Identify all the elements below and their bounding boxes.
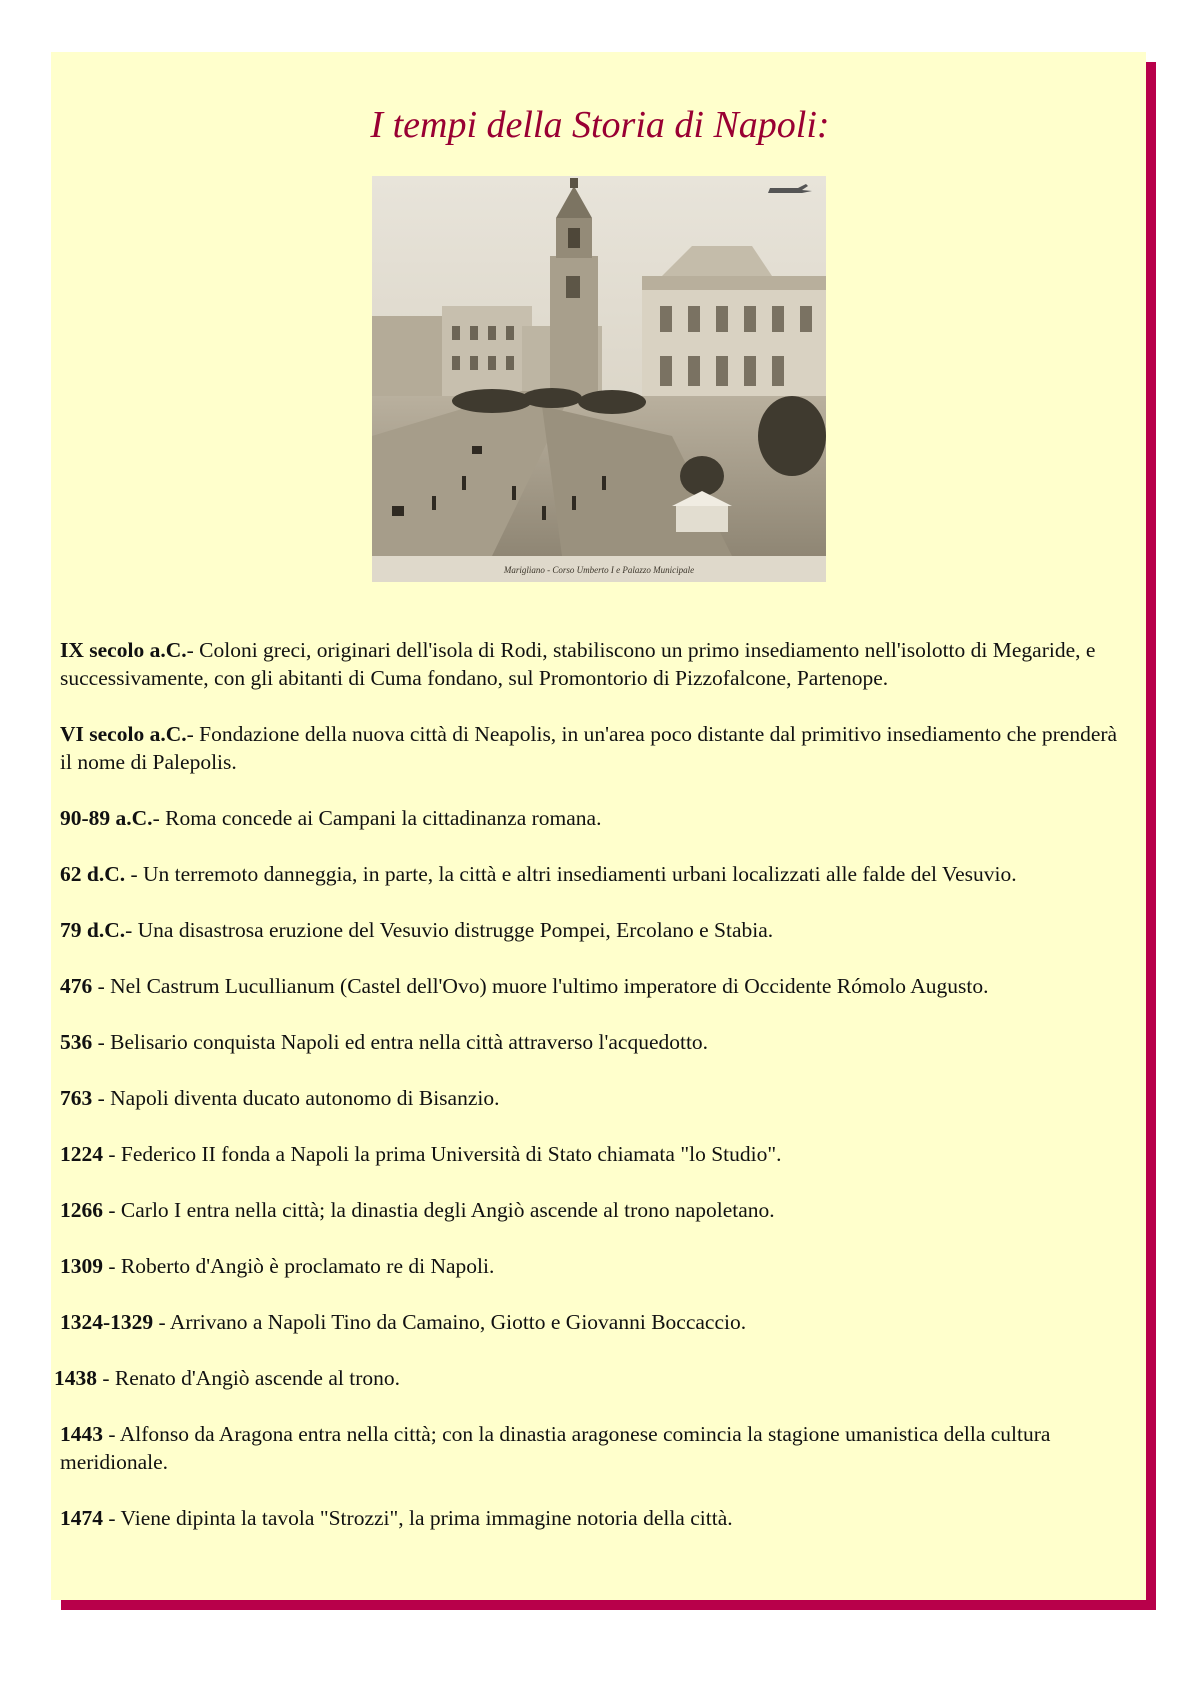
entry-text: - Nel Castrum Lucullianum (Castel dell'Ovo) muore l'ultimo imperatore di Occidente Rómolo Augusto. [92,974,989,998]
entry-date: 1309 [60,1254,103,1278]
entry-text: - Arrivano a Napoli Tino da Camaino, Giotto e Giovanni Boccaccio. [153,1310,747,1334]
timeline-list [54,636,1134,1560]
timeline-entry [54,1196,1134,1224]
entry-date: 1324-1329 [60,1310,154,1334]
entry-date: VI secolo a.C. [60,722,187,746]
timeline-entry [54,1364,1134,1392]
entry-text: - Renato d'Angiò ascende al trono. [97,1366,400,1390]
entry-text: - Roberto d'Angiò è proclamato re di Napoli. [103,1254,495,1278]
timeline-entry [54,720,1134,776]
entry-date: 536 [60,1030,93,1054]
entry-text: - Una disastrosa eruzione del Vesuvio distrugge Pompei, Ercolano e Stabia. [125,918,774,942]
entry-date: 79 d.C. [60,918,126,942]
entry-date: 1443 [60,1422,103,1446]
entry-text: - Federico II fonda a Napoli la prima Università di Stato chiamata "lo Studio". [103,1142,782,1166]
timeline-entry [54,636,1134,692]
entry-text: - Fondazione della nuova città di Neapolis, in un'area poco distante dal primitivo insediamento che prenderà il nome di Palepolis. [60,722,1118,774]
entry-date: IX secolo a.C. [60,638,187,662]
timeline-entry [54,972,1134,1000]
timeline-entry [54,1420,1134,1476]
entry-text: - Un terremoto danneggia, in parte, la città e altri insediamenti urbani localizzati alle falde del Vesuvio. [125,862,1017,886]
historic-photo [372,176,826,582]
timeline-entry [54,804,1134,832]
photo-caption: Marigliano - Corso Umberto I e Palazzo Municipale [503,565,695,575]
timeline-entry [54,860,1134,888]
page-title: I tempi della Storia di Napoli: [370,104,830,146]
entry-date: 1474 [60,1506,103,1530]
timeline-entry [54,1308,1134,1336]
entry-date: 476 [60,974,93,998]
entry-text: - Napoli diventa ducato autonomo di Bisanzio. [92,1086,500,1110]
entry-date: 1266 [60,1198,103,1222]
timeline-entry [54,1028,1134,1056]
timeline-entry [54,916,1134,944]
entry-date: 1438 [54,1366,97,1390]
entry-text: - Coloni greci, originari dell'isola di Rodi, stabiliscono un primo insediamento nell'isolotto di Megaride, e successivamente, con gli abitanti di Cuma fondano, sul Promontorio di Pizzofalcone, Partenope. [60,638,1096,690]
entry-date: 62 d.C. [60,862,126,886]
entry-text: - Alfonso da Aragona entra nella città; con la dinastia aragonese comincia la stagione umanistica della cultura meridionale. [60,1422,1051,1474]
entry-date: 763 [60,1086,93,1110]
timeline-entry [54,1252,1134,1280]
entry-text: - Belisario conquista Napoli ed entra nella città attraverso l'acquedotto. [92,1030,709,1054]
entry-text: - Viene dipinta la tavola "Strozzi", la prima immagine notoria della città. [103,1506,733,1530]
timeline-entry [54,1140,1134,1168]
entry-date: 1224 [60,1142,103,1166]
timeline-entry [54,1084,1134,1112]
timeline-entry [54,1504,1134,1532]
entry-text: - Roma concede ai Campani la cittadinanza romana. [152,806,602,830]
entry-text: - Carlo I entra nella città; la dinastia degli Angiò ascende al trono napoletano. [103,1198,775,1222]
entry-date: 90-89 a.C. [60,806,153,830]
